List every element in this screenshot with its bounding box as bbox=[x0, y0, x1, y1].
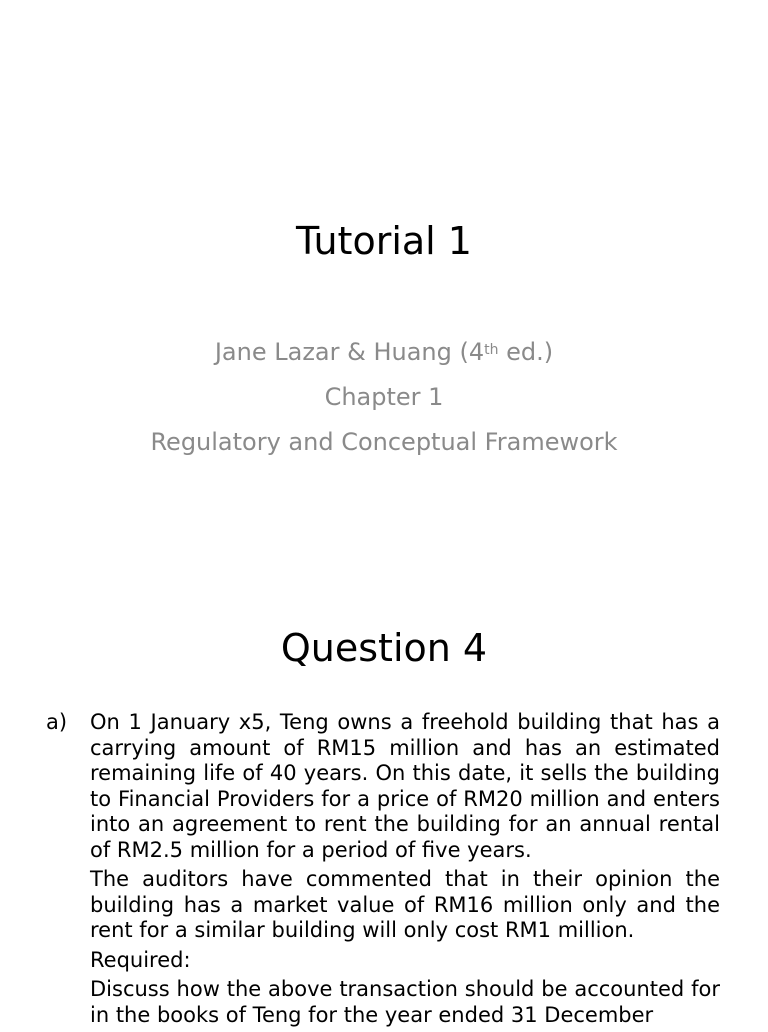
edition-suffix: ed.) bbox=[498, 338, 554, 366]
slide-title: Tutorial 1 bbox=[296, 219, 472, 263]
item-marker: a) bbox=[46, 710, 68, 734]
question-body bbox=[46, 710, 720, 1032]
subtitle-line-book bbox=[0, 332, 768, 377]
edition-superscript: th bbox=[484, 342, 499, 358]
required-label: Required: bbox=[90, 947, 191, 972]
question-title: Question 4 bbox=[280, 626, 488, 670]
question-paragraph: Discuss how the above transaction should be accounted for in the books of Teng for the year ended 31 December bbox=[90, 977, 720, 1027]
subtitle-line-chapter: Chapter 1 bbox=[324, 383, 444, 411]
slide-subtitle bbox=[0, 332, 768, 467]
question-paragraph: On 1 January x5, Teng owns a freehold building that has a carrying amount of RM15 million and has an estimated remaining life of 40 years. On this date, it sells the building to Financial Providers for a price of RM20 million and enters into an agreement to rent the building for an annual rental of RM2.5 million for a period of five years. bbox=[90, 710, 720, 862]
slide-question bbox=[0, 576, 768, 1027]
subtitle-line-topic: Regulatory and Conceptual Framework bbox=[150, 428, 618, 456]
question-paragraph: The auditors have commented that in their opinion the building has a market value of RM16 million only and the rent for a similar building will only cost RM1 million. bbox=[90, 867, 720, 942]
book-title-text: Jane Lazar & Huang (4 bbox=[214, 338, 485, 366]
